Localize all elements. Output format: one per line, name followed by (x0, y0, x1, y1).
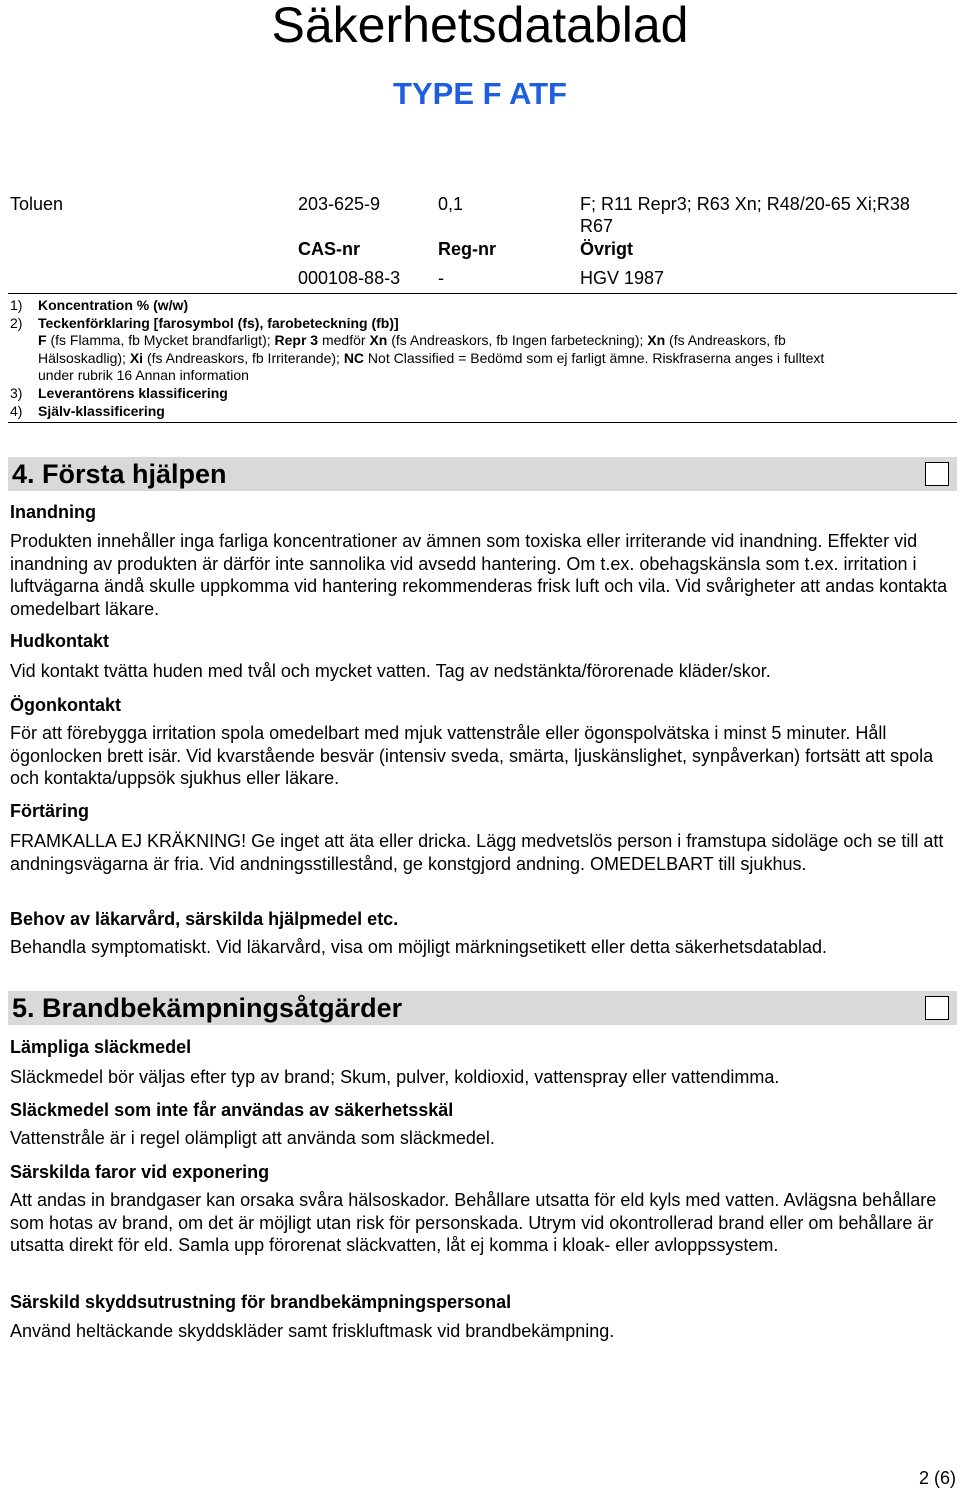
eye-contact-heading: Ögonkontakt (10, 695, 121, 715)
special-hazards-heading: Särskilda faror vid exponering (10, 1162, 270, 1182)
ingestion-heading: Förtäring (10, 801, 89, 821)
other-header: Övrigt (580, 239, 634, 259)
document-title: Säkerhetsdatablad (271, 0, 689, 53)
product-name: TYPE F ATF (393, 76, 567, 111)
section-4-checkbox[interactable] (925, 462, 949, 486)
inhalation-heading: Inandning (10, 502, 96, 522)
unsuitable-extinguishing-heading: Släckmedel som inte får användas av säkerhetsskäl (10, 1100, 454, 1120)
unsuitable-extinguishing-text: Vattenstråle är i regel olämpligt att använda som släckmedel. (10, 1128, 495, 1148)
firefighter-ppe-text: Använd heltäckande skyddskläder samt friskluftmask vid brandbekämpning. (10, 1321, 615, 1341)
reg-header: Reg-nr (438, 239, 496, 259)
special-hazards-text: Att andas in brandgaser kan orsaka svåra hälsoskador. Behållare utsatta för eld kyls med vatten. Avlägsna behållare som hotas av brand, om det är möjligt utan risk för personskada. Utrym vid okontrollerad brand eller om behållare är utsatta direkt för eld. Samla upp förorenat släckvatten, låt ej komma i kloak- eller avloppssystem. (10, 1190, 937, 1255)
suitable-extinguishing-heading: Lämpliga släckmedel (10, 1037, 192, 1057)
page-number: 2 (6) (918, 1468, 956, 1488)
eg-number: 203-625-9 (298, 194, 381, 214)
section-4-title: 4. Första hjälpen (12, 459, 227, 489)
classification-text: F; R11 Repr3; R63 Xn; R48/20-65 Xi;R38 (580, 194, 910, 214)
section-5-title: 5. Brandbekämpningsåtgärder (12, 993, 403, 1023)
table-footnotes (10, 297, 950, 420)
medical-care-heading: Behov av läkarvård, särskilda hjälpmedel etc. (10, 909, 399, 929)
other-value: HGV 1987 (580, 268, 665, 288)
table-divider-top (8, 293, 957, 294)
footnote-4: 4) Själv-klassificering (10, 402, 165, 419)
medical-care-text: Behandla symptomatiskt. Vid läkarvård, visa om möjligt märkningsetikett eller detta säkerhetsdatablad. (10, 937, 828, 957)
skin-contact-text: Vid kontakt tvätta huden med tvål och mycket vatten. Tag av nedstänkta/förorenade kläder/skor. (10, 661, 771, 681)
footnote-2-line-3: under rubrik 16 Annan information (38, 367, 249, 384)
section-5-checkbox[interactable] (925, 996, 949, 1020)
footnote-2: 2) Teckenförklaring [farosymbol (fs), farobeteckning (fb)] (10, 314, 399, 331)
concentration-value: 0,1 (438, 194, 464, 214)
section-4-header (8, 457, 957, 491)
firefighter-ppe-heading: Särskild skyddsutrustning för brandbekämpningspersonal (10, 1292, 512, 1312)
cas-number: 000108-88-3 (298, 268, 401, 288)
footnote-1: 1) Koncentration % (w/w) (10, 297, 189, 313)
ingestion-text: FRAMKALLA EJ KRÄKNING! Ge inget att äta eller dricka. Lägg medvetslös person i framstupa sidoläge och se till att andningsvägarna är fria. Vid andningsstillestånd, ge konstgjord andning. OMEDELBART till sjukhus. (10, 831, 944, 874)
footnote-3: 3) Leverantörens klassificering (10, 384, 228, 401)
suitable-extinguishing-text: Släckmedel bör väljas efter typ av brand; Skum, pulver, koldioxid, vattenspray eller vattendimma. (10, 1067, 780, 1087)
substance-name: Toluen (10, 194, 64, 214)
footnote-2-line-1: F (fs Flamma, fb Mycket brandfarligt); Repr 3 medför Xn (fs Andreaskors, fb Ingen farbeteckning); Xn (fs Andreaskors, fb (38, 332, 786, 349)
table-divider-bottom (8, 422, 957, 423)
reg-number: - (438, 268, 444, 288)
skin-contact-heading: Hudkontakt (10, 631, 109, 651)
classification-text-cont: R67 (580, 216, 614, 236)
inhalation-text: Produkten innehåller inga farliga koncentrationer av ämnen som toxiska eller irriterande vid inandning. Effekter vid inandning av produkten är därför inte sannolika vid avsedd hantering. Om t.ex. obehagskänsla som t.ex. irritation i luftvägarna ändå skulle uppkomma vid hantering rekommenderas frisk luft och vila. Vid svårigheter att andas kontakta omedelbart läkare. (10, 531, 948, 619)
footnote-2-line-2: Hälsoskadlig); Xi (fs Andreaskors, fb Irriterande); NC Not Classified = Bedömd som ej farligt ämne. Riskfraserna anges i fulltext (38, 349, 825, 366)
cas-header: CAS-nr (298, 239, 360, 259)
section-5-header (8, 991, 957, 1025)
eye-contact-text: För att förebygga irritation spola omedelbart med mjuk vattenstråle eller ögonspolvätska i minst 5 minuter. Håll ögonlocken brett isär. Vid kvarstående besvär (intensiv sveda, smärta, ljuskänslighet, synpåverkan) fortsätt att spola och kontakta/uppsök sjukhus eller läkare. (10, 723, 934, 788)
